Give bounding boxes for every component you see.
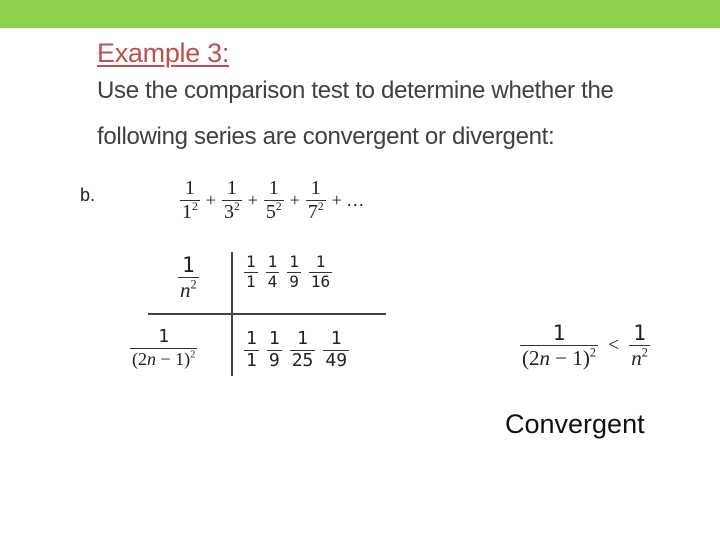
term-base: 5 — [265, 201, 276, 223]
series-term — [306, 178, 326, 223]
table-cell: $\frac{1}{1}$ — [246, 252, 256, 291]
term-exponent: 2 — [233, 199, 240, 213]
table-cell: $\frac{1}{4}$ — [267, 252, 278, 291]
row2-values — [244, 330, 349, 371]
less-than-sign: < — [607, 334, 620, 357]
row1-header-expression: $\frac{1}{n^2}$ — [180, 253, 197, 303]
comparison-inequality — [520, 322, 650, 369]
accent-bar — [0, 0, 720, 28]
term-exponent: 2 — [275, 199, 282, 213]
row2-header-expression: $\frac{1}{(2n - 1)^2}$ — [132, 326, 196, 369]
table-cell: $\frac{1}{9}$ — [268, 328, 280, 371]
inequality-right: $\frac{1}{n^2}$ — [631, 321, 648, 371]
comparison-table — [130, 252, 386, 376]
term-base: 3 — [223, 201, 234, 223]
series-ellipsis: + … — [331, 190, 365, 210]
part-label: b. — [80, 185, 96, 205]
series-expression — [180, 178, 365, 223]
conclusion-text: Convergent — [505, 409, 645, 439]
series-term — [180, 178, 200, 223]
series-term — [222, 178, 242, 223]
term-numerator: 1 — [268, 177, 279, 199]
plus-sign: + — [289, 190, 300, 210]
term-numerator: 1 — [226, 177, 237, 199]
inequality-left: $\frac{1}{(2n - 1)^2}$ — [522, 321, 596, 371]
slide-title: Example 3: — [97, 38, 230, 68]
row1-values — [244, 254, 332, 291]
plus-sign: + — [205, 190, 216, 210]
term-numerator: 1 — [184, 177, 195, 199]
table-cell: $\frac{1}{25}$ — [291, 328, 314, 371]
instruction-line-2: following series are convergent or divergent: — [97, 123, 555, 150]
term-exponent: 2 — [317, 199, 324, 213]
table-cell: $\frac{1}{9}$ — [289, 252, 299, 291]
instruction-line-1: Use the comparison test to determine whether the — [97, 77, 614, 104]
term-exponent: 2 — [192, 199, 198, 213]
term-base: 7 — [307, 201, 318, 223]
plus-sign: + — [247, 190, 258, 210]
term-numerator: 1 — [310, 177, 321, 199]
series-term — [264, 178, 284, 223]
table-cell: $\frac{1}{16}$ — [310, 252, 331, 291]
table-cell: $\frac{1}{49}$ — [325, 328, 348, 371]
table-cell: $\frac{1}{1}$ — [246, 328, 257, 371]
term-base: 1 — [182, 201, 192, 223]
table-horizontal-rule — [148, 313, 386, 315]
